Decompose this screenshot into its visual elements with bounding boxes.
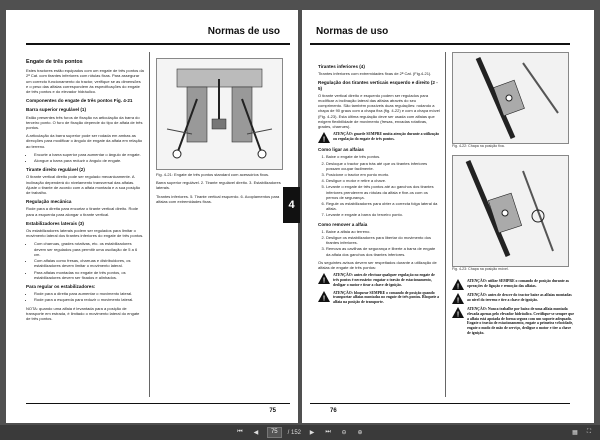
- list-item: • Rode para a esquerda para reduzir o movimento lateral.: [34, 297, 144, 302]
- warning-text: ATENÇÃO: guarde SEMPRE muita atenção durante a utilização ou regulação do engate de três pontos.: [333, 132, 440, 142]
- next-page-icon[interactable]: ▶: [309, 430, 315, 436]
- remove-heading: Como remover a alfaia: [318, 221, 368, 227]
- list-item: 4. Desligue o motor e retire a chave.: [326, 178, 440, 183]
- warning-block: [318, 291, 440, 305]
- movable-plate-drawing: [453, 156, 568, 266]
- lower-links-heading: Tirantes inferiores (4): [318, 64, 365, 69]
- svg-text:!: !: [322, 277, 326, 285]
- page-header-title: Normas de uso: [316, 26, 389, 37]
- list-item: 1. Baixe o engate de três pontos.: [326, 154, 440, 159]
- chapter-tab: 4: [283, 187, 300, 223]
- svg-text:!: !: [322, 295, 326, 302]
- figure-caption: Fig. 4-23: Chapa na posição móvel.: [452, 267, 509, 271]
- header-rule: [26, 43, 290, 45]
- stabilizers-text: Os estabilizadores laterais podem ser regulados para limitar o movimento lateral dos tirantes inferiores do engate de três pontos.: [26, 228, 144, 239]
- list-item: 2. Desligue os estabilizadores para libertar do movimento dos tirantes inferiores.: [326, 235, 440, 245]
- fullscreen-icon[interactable]: ⛶: [586, 428, 592, 435]
- list-item: 1. Baixe a alfaia ao terreno.: [326, 229, 440, 234]
- warning-text: ATENÇÃO: antes de descer do tractor baixe as alfaias montadas ao nível do terreno e tire a chave de ignição.: [467, 293, 572, 302]
- remove-text: Os seguintes avisos devem ser respeitados durante a utilização de alfaias de engate de três pontos:: [318, 259, 437, 271]
- toolbar-right-group: [570, 427, 594, 437]
- column-separator: [445, 52, 446, 397]
- warning-text: ATENÇÃO: antes de efectuar qualquer regulação no engate de três pontos é necessário: engatar o travão de estacionamento, desligar o motor e tirar a chave de ignição.: [333, 273, 435, 287]
- page-number-input[interactable]: 75: [267, 427, 282, 438]
- warning-triangle-icon: [318, 273, 330, 284]
- svg-text:!: !: [456, 311, 460, 318]
- warning-block: [452, 279, 574, 290]
- page-total: / 152: [287, 429, 302, 436]
- list-item: • Alongue a barra para reduzir o ângulo de engate.: [34, 158, 144, 163]
- right-rod-text: O tirante vertical direito pode ser regulado mecanicamente. A inclinação dependerá do nivelamento transversal das alfaias. Ajuste o tirante de acordo com a alfaia montada e a sua posição de trabalho.: [26, 174, 141, 196]
- list-item: • Encurte a barra superior para aumentar o ângulo de engate.: [34, 152, 144, 157]
- warning-block: [452, 293, 574, 304]
- note-text: NOTA: quando uma alfaia é levantada para a posição de transporte em estrada, é limitado o movimento lateral do engate de três pontos.: [26, 305, 140, 321]
- warning-block: [318, 132, 440, 143]
- warning-triangle-icon: [452, 279, 464, 290]
- list-item: 3. Posicione o tractor em ponto morto.: [326, 172, 440, 177]
- warning-triangle-icon: [452, 307, 464, 318]
- stabilizers-heading: Estabilizadores laterais (3): [26, 220, 84, 226]
- left-column-text: [26, 60, 144, 324]
- list-item: 7. Levante e engate a barra do terceiro ponto.: [326, 212, 440, 217]
- list-item: 3. Remova as cavilhas de segurança e liberte a barra de engate da alfaia dos ganchos dos tirantes inferiores.: [326, 246, 440, 256]
- list-item: 2. Desloque o tractor para trás até que os tirantes inferiores possam ocupar facilmente.: [326, 161, 440, 171]
- figure-caption: Fig. 4-22: Chapa na posição fixa.: [452, 144, 505, 148]
- figure-list-1: Barra superior regulável. 2. Tirante regulável direito. 3. Estabilizadores laterais.: [156, 180, 281, 191]
- list-item: • Com charruas, grades rotativas, etc. os estabilizadores devem ser regulados para permitir uma oscilação de 5 a 6 cm.: [34, 241, 144, 257]
- warning-block: [452, 307, 574, 336]
- figure-caption: Fig. 4-21: Engate de três pontos standard com acessórios fixos.: [156, 172, 270, 177]
- right-rod-heading: Tirante direito regulável (2): [26, 167, 85, 173]
- figure-caption-block: [156, 172, 282, 207]
- footer-rule: [310, 403, 570, 404]
- page-number: 76: [330, 408, 337, 414]
- list-item: • Para alfaias montadas no engate de três pontos, os estabilizadores devem ser fixados e alinhados.: [34, 270, 144, 280]
- zoom-in-icon[interactable]: ⊕: [357, 430, 363, 436]
- fixed-plate-drawing: [453, 53, 568, 143]
- upper-bar-text: Estão presentes três furos de fixação na articulação da barra do terceiro ponto. O furo de fixação depende do tipo de alfaia de três pontos.: [26, 114, 143, 131]
- first-page-icon[interactable]: ⏮: [237, 429, 243, 435]
- regulation-heading: Regulação dos tirantes verticais esquerdo e direito (2 - 5): [318, 80, 438, 91]
- components-heading: Componentes do engate de três pontos Fig. 4-21: [26, 98, 133, 104]
- section-title: Engate de três pontos: [26, 59, 83, 65]
- last-page-icon[interactable]: ⏭: [325, 429, 331, 435]
- zoom-out-icon[interactable]: ⊖: [341, 430, 347, 436]
- viewer-toolbar: [0, 425, 600, 440]
- attach-steps: [318, 154, 440, 217]
- warning-text: ATENÇÃO: utilize SEMPRE o comando de posição durante as operações de ligação e remoção das alfaias.: [467, 279, 570, 288]
- three-point-hitch-drawing: [157, 59, 282, 169]
- right-column-warnings: [452, 276, 574, 339]
- mech-heading: Regulação mecânica: [26, 199, 72, 205]
- warning-triangle-icon: [318, 132, 330, 143]
- svg-text:!: !: [456, 297, 460, 304]
- header-rule: [310, 43, 570, 45]
- svg-text:!: !: [322, 136, 326, 144]
- stabilizer-bullets: [26, 241, 144, 279]
- page-number: 75: [269, 408, 276, 414]
- figure-4-22: [452, 52, 569, 144]
- regulate-bullets: [26, 291, 144, 302]
- column-separator: [149, 52, 150, 397]
- page-header-title: Normas de uso: [207, 26, 280, 37]
- intro-paragraph: Estes tractores estão equipados com um engate de três pontos da 2ª Cat. com tirantes inferiores com rótulas fixas. Para assegurar um correcto funcionamento do tractor, verifique se as dimensões e o peso das alfaias correspondem às especificações do engate de três pontos e do elevador hidráulico.: [26, 68, 144, 95]
- remove-steps: [318, 229, 440, 257]
- figure-4-21: [156, 58, 283, 170]
- mech-text: Rode para a direita para encurtar o tirante vertical direito. Rode para a esquerda para alongar o tirante vertical.: [26, 206, 139, 217]
- attach-heading: Como ligar as alfaias: [318, 147, 364, 153]
- warning-triangle-icon: [452, 293, 464, 304]
- footer-rule: [26, 403, 290, 404]
- right-column-text: [318, 60, 440, 308]
- page-76: [302, 10, 594, 423]
- warning-text: ATENÇÃO: Nunca trabalhe por baixo de uma alfaia montada elevada apenas pelo elevador hidráulico. Certifique-se sempre que a alfaia está apoiada de forma segura com um suporte adequado. Engate o travão de estacionamento, engate a primeira velocidade, engate o modo de mão de serviço, desligue o motor e tire a chave de ignição.: [467, 307, 575, 335]
- list-item: • Rode para a direita para aumentar o movimento lateral.: [34, 291, 144, 296]
- grid-view-icon[interactable]: ▦: [572, 429, 578, 436]
- page-75: [6, 10, 298, 423]
- list-item: 5. Levante o engate de três pontos até ao ganchos dos tirantes inferiores prenderem as rótulas da alfaia e fixe-os com os pernos de segurança.: [326, 184, 440, 200]
- upper-bar-bullets: [26, 152, 144, 163]
- warning-triangle-icon: [318, 291, 330, 302]
- svg-text:!: !: [456, 283, 460, 290]
- list-item: 6. Regule os estabilizadores para obter a correcta folga lateral da alfaia.: [326, 201, 440, 211]
- upper-bar-heading: Barra superior regulável (1): [26, 107, 86, 113]
- warning-text: ATENÇÃO: bloquear SEMPRE o comando de posição quando transportar alfaias montadas no engate de três pontos. Bloqueie a alfaia na posição de transporte.: [333, 290, 440, 305]
- previous-page-icon[interactable]: ◀: [253, 430, 259, 436]
- upper-bar-text-2: A articulação da barra superior pode ser rodada em ambas as direcções para modificar o ângulo de engate da alfaia em relação ao terreno.: [26, 133, 143, 149]
- warning-block: [318, 273, 440, 287]
- figure-4-23: [452, 155, 569, 267]
- lower-links-text: Tirantes inferiores com extremidades fixas de 2ª Cat. (Fig.4-21).: [318, 71, 432, 77]
- list-item: • Com alfaias como fresas, charruas e distribuidores, os estabilizadores devem limitar o movimento lateral.: [34, 258, 144, 268]
- regulate-heading: Para regular os estabilizadores:: [26, 283, 96, 289]
- regulation-text: O tirante vertical direito e esquerdo podem ser regulados para modificar a inclinação lateral das alfaias através do seu comprimento. São também possíveis duas regulações: rodando a chapa de 90 graus com a chapa fixa (fig. 4-22) e com a chapa móvel (Fig. 4-23). Esta última regulação deve ser usada com alfaias que exigem flexibilidade de movimento (fresas, enxadas rotativas, grades, charrues).: [318, 92, 440, 130]
- figure-list-2: Tirantes inferiores. 5. Tirante vertical esquerdo. 6. Acoplamentos para alfaias com extremidades fixas.: [156, 193, 280, 204]
